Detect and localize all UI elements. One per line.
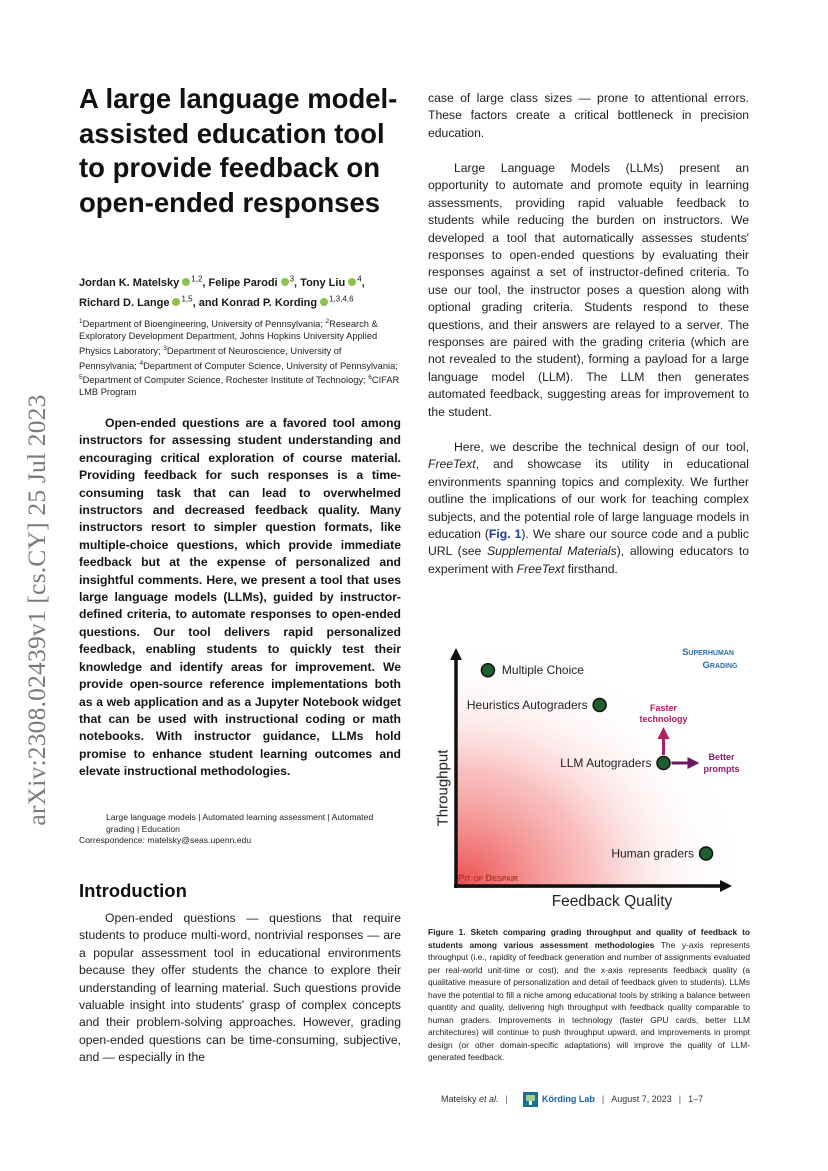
figure-caption: Figure 1. Sketch comparing grading throughput and quality of feedback to students among various assessment methodologies The y-axis represents throughput (i.e., rapidity of feedback generation and number of assignments evaluated per real-world unit-time or cost), and the x-axis represents feedback quality (a qualitative measure of personalization and detail of feedback given to students). LLMs have the potential to fill a niche among educational tools by striking a balance between quantity and quality, delivering high throughput with feedback quality comparable to human graders. Improvements in technology (faster GPU cards, better LLM architectures) will continue to push throughput upward, and improvements in prompt design (or other domain-specific adaptations) will improve the quality of LLM-generated feedback. xyxy=(428,927,751,1062)
better-label: Better xyxy=(708,752,735,763)
lab-logo-icon xyxy=(523,1092,538,1107)
lab-link[interactable]: Körding Lab xyxy=(541,1094,595,1104)
author: Tony Liu $^4$, xyxy=(300,274,365,289)
grading-label: Grading xyxy=(702,660,738,671)
author: Konrad P. Kording $^{1,3,4,6}$ xyxy=(221,294,354,309)
point-label: Multiple Choice xyxy=(501,663,584,678)
footer-date: August 7, 2023 xyxy=(611,1094,672,1104)
point-label: LLM Autograders xyxy=(560,756,652,771)
faster-label: Faster xyxy=(649,703,677,714)
body-paragraph: case of large class sizes — prone to attentional errors. These factors create a critical bottleneck in precision education. xyxy=(428,91,749,140)
page-number: 1–7 xyxy=(688,1094,704,1104)
x-axis-label: Feedback Quality xyxy=(551,893,673,910)
footer-authors: Matelsky et al. xyxy=(441,1094,499,1104)
paper-title: A large language model-assisted education tool to provide feedback on open-ended responses xyxy=(79,83,398,218)
author: Felipe Parodi $^3$, xyxy=(208,274,301,289)
data-point-heuristics-autograders xyxy=(467,698,606,712)
arxiv-identifier: arXiv:2308.02439v1 [cs.CY] 25 Jul 2023 xyxy=(22,394,51,826)
correspondence[interactable]: Correspondence: matelsky@seas.upenn.edu xyxy=(79,835,252,845)
orcid-icon[interactable] xyxy=(172,298,180,306)
keywords-block xyxy=(79,812,401,847)
point-label: Human graders xyxy=(611,846,695,861)
author: Jordan K. Matelsky $^{1,2}$, xyxy=(79,274,209,289)
keywords: Large language models | Automated learning assessment | Automated grading | Education xyxy=(106,812,374,834)
prompts-label: prompts xyxy=(703,764,740,775)
abstract: Open-ended questions are a favored tool among instructors for assessing student understanding and encouraging critical exploration of course material. Providing feedback for such responses is a time-consuming task that can lead to overwhelmed instructors and decreased feedback quality. Many instructors resort to simpler question formats, like multiple-choice questions, which provide immediate feedback but at the expense of personalized and insightful comments. Here, we present a tool that uses large language models (LLMs), guided by instructor-defined criteria, to automate responses to open-ended questions. Our tool delivers rapid personalized feedback, enabling students to quickly test their knowledge and identify areas for improvement. We provide open-source reference implementations both as a web application and as a Jupyter Notebook widget that can be used with instructional coding or math notebooks. With instructor guidance, LLMs hold promise to enhance student learning outcomes and elevate instructional methodologies. xyxy=(79,416,401,779)
orcid-icon[interactable] xyxy=(348,278,356,286)
author-list xyxy=(79,271,401,311)
intro-paragraph: Open-ended questions — questions that require students to produce multi-word, nontrivial responses — are a popular assessment tool in educational environments because they offer students the chance to explore their understanding of learning material. Such questions provide valuable insight into students' grasp of complex concepts and their problem-solving approaches. However, grading open-ended questions can be time-consuming, subjective, and — especially in the xyxy=(79,911,401,1065)
page-footer: Matelsky et al. | Körding Lab | August 7, 2023 | 1–7 xyxy=(441,1090,749,1108)
technology-label: technology xyxy=(639,714,688,725)
throughput-quality-diagram xyxy=(428,640,752,915)
supplemental-link[interactable]: Supplemental Materials xyxy=(487,544,617,559)
y-axis-label: Throughput xyxy=(434,749,452,827)
pit-of-despair-label: Pit of Despair xyxy=(458,873,518,884)
superhuman-label: Superhuman xyxy=(682,647,734,658)
affiliations: $^1$Department of Bioengineering, University of Pennsylvania; $^2$Research & Exploratory Development Department, Johns Hopkins University Applied Physics Laboratory; $^3$Department of Neuroscience, University of Pennsylvania; $^4$Department of Computer Science, University of Pennsylvania; $^5$Department of Computer Science, Rochester Institute of Technology; $^6$CIFAR LMB Program xyxy=(79,318,400,398)
section-heading-introduction: Introduction xyxy=(79,880,187,901)
orcid-icon[interactable] xyxy=(281,278,289,286)
body-paragraph: Large Language Models (LLMs) present an opportunity to automate and promote equity in learning assessments, providing rapid valuable feedback to students while reducing the burden on instructors. We developed a tool that automatically assesses students' responses to open-ended questions by evaluating their responses against a set of instructor-defined criteria. To use our tool, the instructor poses a question along with optional grading criteria. Students respond to these questions, and their answers are relayed to a server. The responses are paired with the grading criteria (which are not revealed to the student), forming a payload for a large language model (LLM). The LLM then generates automated feedback, suggesting areas for improvement to the student. xyxy=(428,161,749,419)
author: Richard D. Lange $^{1,5}$, and xyxy=(79,294,222,309)
figure-1 xyxy=(428,640,752,915)
figure-link[interactable]: Fig. 1 xyxy=(488,527,522,542)
orcid-icon[interactable] xyxy=(182,278,190,286)
orcid-icon[interactable] xyxy=(320,298,328,306)
point-label: Heuristics Autograders xyxy=(466,698,588,713)
body-paragraph: Here, we describe the technical design of our tool, FreeText, and showcase its utility in educational environments spanning topics and complexity. We further outline the implications of our work for teaching complex subjects, and the potential role of large language models in education (Fig. 1). We share our source code and a public URL (see Supplemental Materials), allowing educators to experiment with FreeText firsthand. xyxy=(428,440,749,576)
